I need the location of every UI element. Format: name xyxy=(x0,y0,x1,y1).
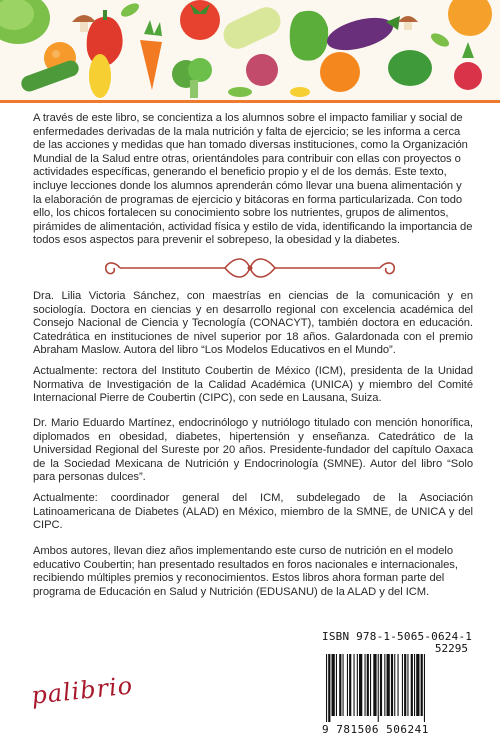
barcode-bars xyxy=(324,654,472,722)
isbn-digits: 9 781506 506241 xyxy=(322,723,429,736)
banner-border xyxy=(0,100,500,103)
author2-current-roles: Actualmente: coordinador general del ICM, subdelegado de la Asociación Latinoamericana de Diabetes (ALAD) en México, miembro de la SMNE, de UNICA y del CIPC. xyxy=(33,492,473,532)
vegetable-banner xyxy=(0,0,500,100)
corn-illustration xyxy=(89,54,111,98)
tomato-illustration xyxy=(180,0,220,40)
isbn-barcode xyxy=(322,630,474,740)
closing-paragraph: Ambos autores, llevan diez años implementando este curso de nutrición en el modelo educativo Coubertin; han presentado resultados en foros nacionales e internacionales, recibiendo múltiples premios y reconocimientos. Estos libros ahora forman parte del programa de Educación en Salud y Nutrición (EDUSANU) de la ALAD y del ICM. xyxy=(33,545,458,598)
isbn-label: ISBN 978-1-5065-0624-1 xyxy=(322,630,473,643)
onion-illustration xyxy=(246,54,278,86)
intro-paragraph: A través de este libro, se concientiza a los alumnos sobre el impacto familiar y social de enfermedades derivadas de la mala nutrición y falta de ejercicio; se les informa a cerca de las acciones y medidas que han tomado diversas instituciones, como la Organización Mundial de la Salud entre otras, orientándoles para contribuir con ellas con proyectos o actividades específicas, generando el beneficio propio y el de los demás. Este texto, incluye lecciones donde los alumnos aprenderán cómo llevar una buena alimentación y la elaboración de programas de ejercicio y bitácoras en forma particularizada. Con todo ello, los chicos fortalecen su conocimiento sobre los nutrientes, grupos de alimentos, pirámides de alimentación, actividad física y estilo de vida, identificando la importancia de todos esos aspectos para prevenir el sobrepeso, la obesidad y la diabetes. xyxy=(33,112,473,247)
price-code: 52295 xyxy=(434,642,468,655)
publisher-logo: palibrio xyxy=(30,671,135,710)
author2-bio: Dr. Mario Eduardo Martínez, endocrinólogo y nutriólogo titulado con mención honorífica, diplomados en obesidad, diabetes, hipertensión y enseñanza. Catedrático de la Universidad Regional del Sureste por 20 años. Presidente-fundador del capítulo Oaxaca de la Sociedad Mexicana de Nutrición y Endocrinología (SMNE). Autor del libro “Solo para personas dulces”. xyxy=(33,417,473,484)
ornamental-divider xyxy=(100,254,400,282)
author1-current-roles: Actualmente: rectora del Instituto Coubertin de México (ICM), presidenta de la Unidad Normativa de Investigación de la Calidad Académica (UNICA) y miembro del Comité Internacional Pierre de Coubertin (CIPC), con sede en Lausana, Suiza. xyxy=(33,365,473,405)
author1-bio: Dra. Lilia Victoria Sánchez, con maestrías en ciencias de la comunicación y en sociología. Doctora en ciencias y en desarrollo regional con excelencia académica del Consejo Nacional de Ciencia y Tecnología (CONACYT), también doctora en educación. Catedrática en instituciones de nivel superior por 18 años. Galardonada con el premio Abraham Maslow. Autora del libro “Los Modelos Educativos en el Mundo”. xyxy=(33,290,473,357)
